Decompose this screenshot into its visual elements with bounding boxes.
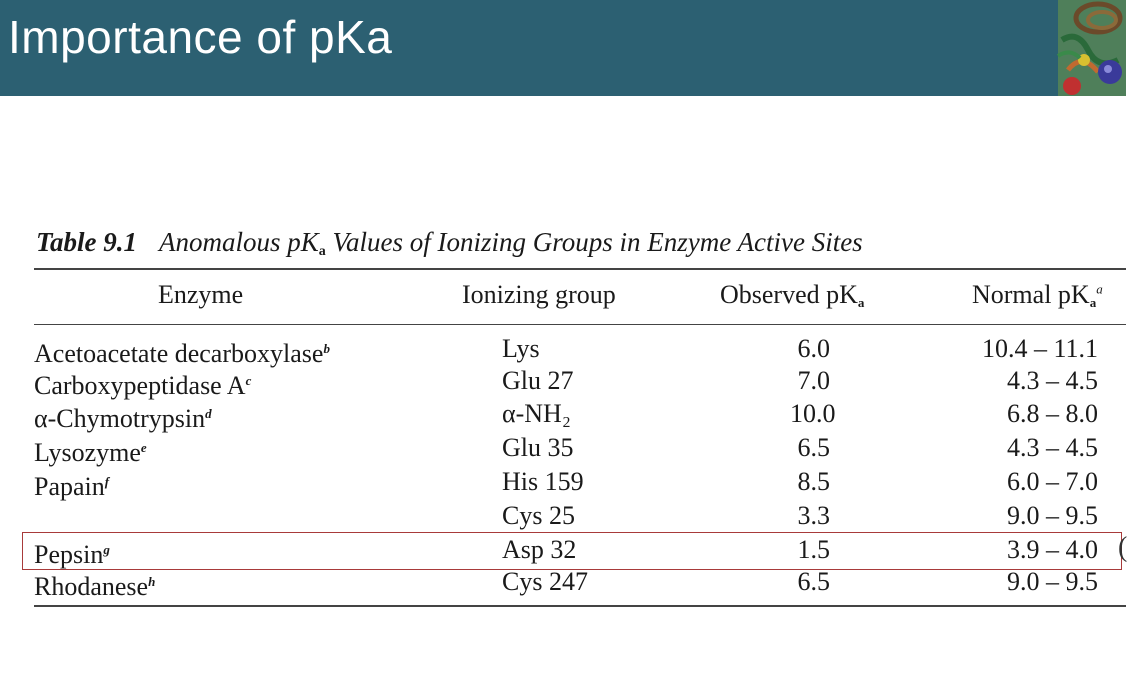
ionizing-group-cell: Cys 25 bbox=[502, 501, 575, 530]
table-title: Anomalous $pK_a$ Values of Ionizing Groups in Enzyme Active Sites bbox=[159, 227, 863, 259]
ionizing-group-cell: Asp 32 bbox=[502, 535, 577, 564]
normal-pka-cell: 9.0 – 9.5 bbox=[1007, 567, 1098, 596]
table-row bbox=[0, 433, 1126, 467]
cropped-edge-mark: ( bbox=[1118, 532, 1127, 563]
enzyme-cell: Papain$^f$ bbox=[34, 472, 110, 501]
ionizing-group-cell: His 159 bbox=[502, 467, 584, 496]
column-header-normal: Normal $pK_a^a$ bbox=[972, 280, 1103, 310]
table-caption bbox=[36, 227, 863, 260]
column-header-observed: Observed $pK_a$ bbox=[720, 280, 865, 310]
enzyme-cell: α-Chymotrypsin$^d$ bbox=[34, 404, 212, 433]
enzyme-cell: Carboxypeptidase $A^c$ bbox=[34, 371, 252, 400]
table-row bbox=[0, 567, 1126, 601]
observed-pka-cell: 6.5 bbox=[797, 567, 830, 596]
pepsin-row-highlight-box bbox=[22, 532, 1122, 570]
table-row bbox=[0, 334, 1126, 368]
table-top-rule bbox=[34, 268, 1126, 270]
ionizing-group-cell: Glu 35 bbox=[502, 433, 574, 462]
normal-pka-cell: 9.0 – 9.5 bbox=[1007, 501, 1098, 530]
normal-pka-cell: 4.3 – 4.5 bbox=[1007, 366, 1098, 395]
protein-structure-logo bbox=[1058, 0, 1126, 96]
table-row bbox=[0, 399, 1126, 433]
normal-pka-cell: 3.9 – 4.0 bbox=[1007, 535, 1098, 564]
observed-pka-cell: 7.0 bbox=[797, 366, 830, 395]
ionizing-group-cell: Lys bbox=[502, 334, 540, 363]
observed-pka-cell: 1.5 bbox=[797, 535, 830, 564]
column-header-ionizing-group: Ionizing group bbox=[462, 280, 616, 309]
table-row bbox=[0, 366, 1126, 400]
table-row bbox=[0, 467, 1126, 501]
column-header-enzyme: Enzyme bbox=[158, 280, 244, 309]
observed-pka-cell: 8.5 bbox=[797, 467, 830, 496]
ionizing-group-cell: α-NH₂ bbox=[502, 399, 571, 428]
enzyme-cell: Rhodanese$^h$ bbox=[34, 572, 156, 601]
normal-pka-cell: 4.3 – 4.5 bbox=[1007, 433, 1098, 462]
normal-pka-cell: 10.4 – 11.1 bbox=[981, 334, 1098, 363]
enzyme-cell: Acetoacetate decarboxylase$^b$ bbox=[34, 339, 330, 368]
enzyme-cell: Pepsin$^g$ bbox=[34, 540, 110, 569]
observed-pka-cell: 6.5 bbox=[797, 433, 830, 462]
ionizing-group-cell: Cys 247 bbox=[502, 567, 588, 596]
header-rule bbox=[34, 324, 1126, 325]
observed-pka-cell: 10.0 bbox=[790, 399, 836, 428]
observed-pka-cell: 6.0 bbox=[797, 334, 830, 363]
table-bottom-rule bbox=[34, 605, 1126, 607]
ionizing-group-cell: Glu 27 bbox=[502, 366, 574, 395]
slide-title: Importance of pKa bbox=[8, 11, 393, 63]
enzyme-cell: Lysozyme$^e$ bbox=[34, 438, 147, 467]
normal-pka-cell: 6.8 – 8.0 bbox=[1007, 399, 1098, 428]
slide-header bbox=[0, 0, 1126, 96]
table-row bbox=[0, 501, 1126, 535]
normal-pka-cell: 6.0 – 7.0 bbox=[1007, 467, 1098, 496]
observed-pka-cell: 3.3 bbox=[797, 501, 830, 530]
table-label: Table 9.1 bbox=[36, 227, 137, 257]
